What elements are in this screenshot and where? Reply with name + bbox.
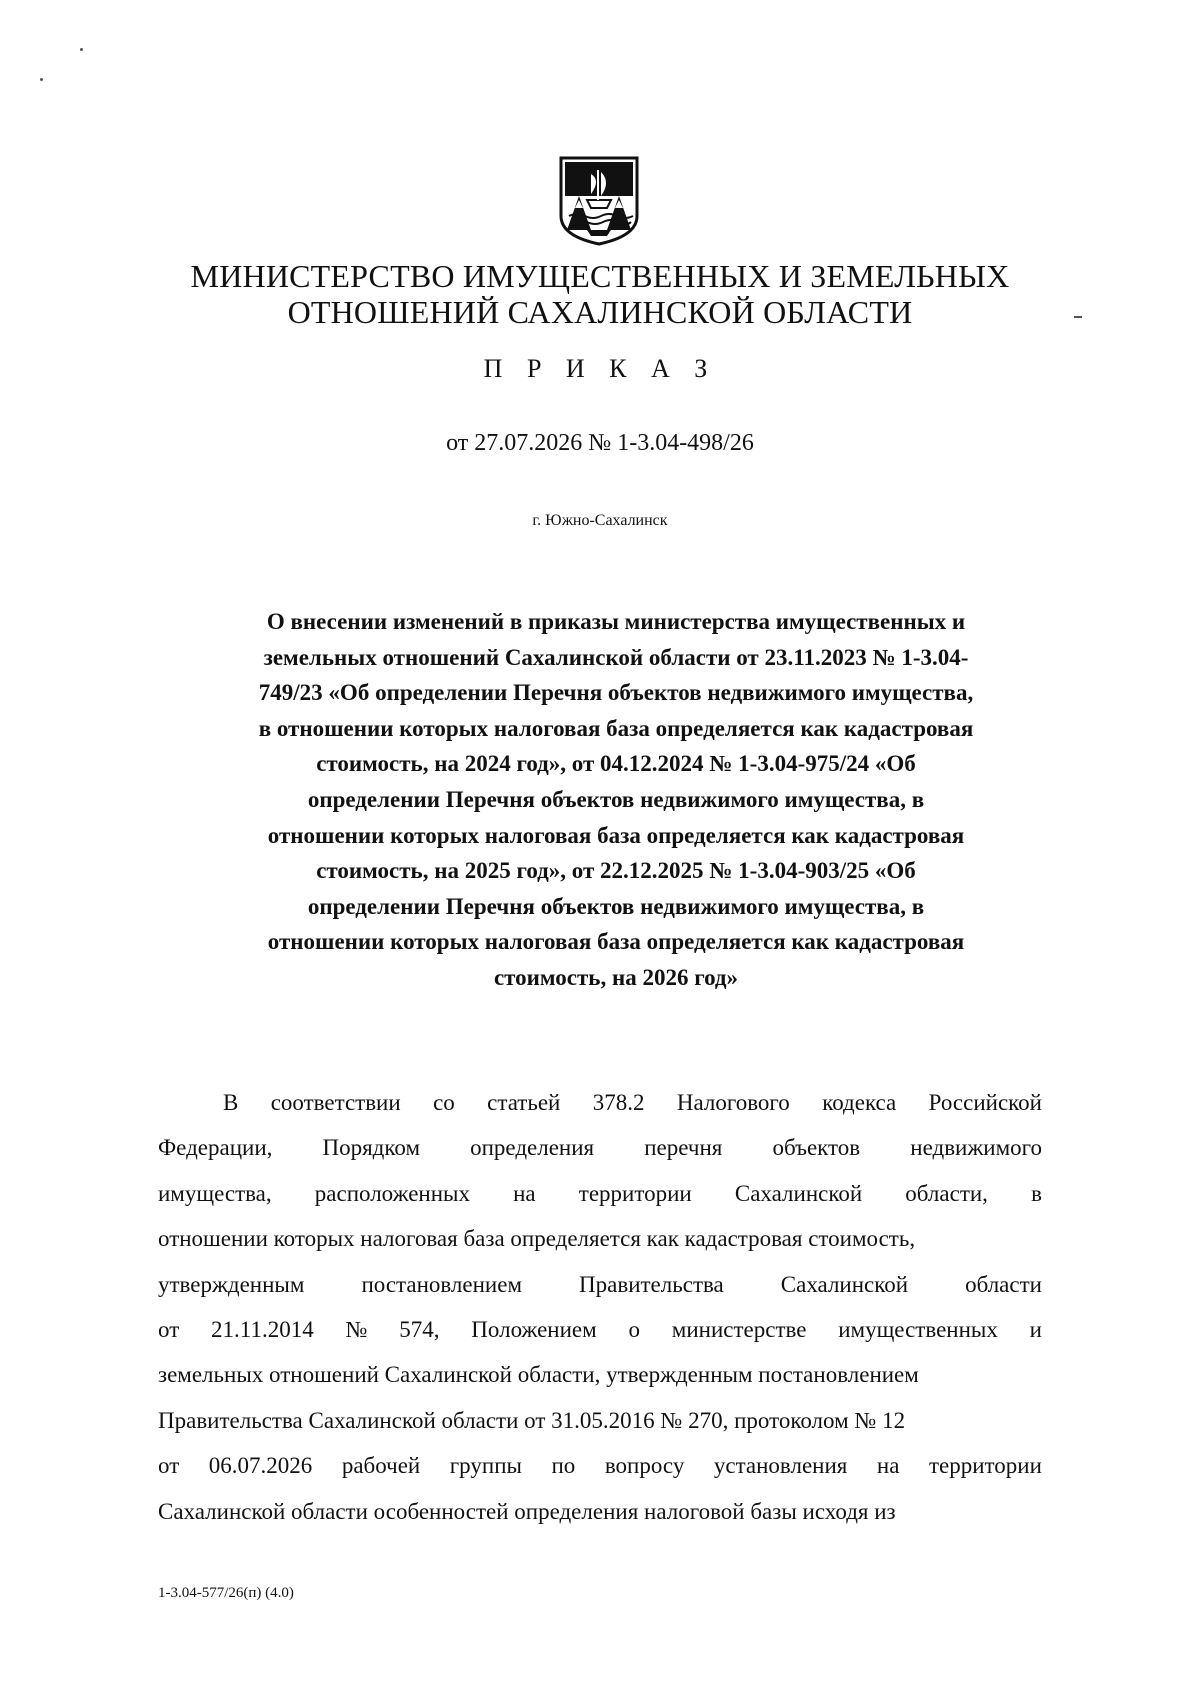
body-word: министерстве: [671, 1317, 807, 1343]
scan-speck: [1074, 316, 1082, 318]
ministry-name: [150, 258, 1050, 330]
body-word: Положением: [471, 1317, 597, 1343]
body-line: [158, 1398, 1042, 1443]
ministry-name-line2: ОТНОШЕНИЙ САХАЛИНСКОЙ ОБЛАСТИ: [287, 294, 913, 330]
body-word: Сахалинской: [780, 1271, 909, 1297]
order-date-number: от 27.07.2026 № 1-3.04-498/26: [446, 430, 754, 456]
body-word: группы: [449, 1453, 522, 1479]
body-word: недвижимого: [910, 1135, 1042, 1161]
body-line: [158, 1171, 1042, 1216]
body-line: [158, 1125, 1042, 1170]
ministry-name-line1: МИНИСТЕРСТВО ИМУЩЕСТВЕННЫХ И ЗЕМЕЛЬНЫХ: [190, 258, 1010, 294]
document-type: П Р И К А З: [483, 354, 717, 383]
body-word: Сахалинской области особенностей определения налоговой базы исходя из: [158, 1498, 896, 1524]
body-word: Федерации,: [158, 1135, 273, 1161]
body-word: 574,: [399, 1317, 440, 1343]
body-word: на: [513, 1180, 536, 1206]
subject-line: определении Перечня объектов недвижимого имущества, в: [307, 893, 925, 919]
body-word: Правительства Сахалинской области от 31.05.2016 № 270, протоколом № 12: [158, 1407, 906, 1433]
body-word: от: [158, 1317, 180, 1343]
order-body: [158, 1080, 1042, 1534]
body-line: [158, 1489, 1042, 1534]
scan-speck: [80, 48, 83, 51]
body-word: объектов: [772, 1135, 861, 1161]
body-line: [158, 1443, 1042, 1488]
body-word: имущества,: [158, 1180, 272, 1206]
body-word: определения: [470, 1135, 595, 1161]
body-word: постановлением: [361, 1271, 522, 1297]
body-word: области: [965, 1271, 1042, 1297]
sakhalin-coat-of-arms-icon: [557, 156, 641, 246]
body-word: Российской: [928, 1090, 1042, 1115]
body-word: расположенных: [314, 1180, 470, 1206]
body-word: 06.07.2026: [208, 1453, 313, 1479]
subject-line: в отношении которых налоговая база определяется как кадастровая: [258, 715, 974, 741]
body-word: и: [1029, 1317, 1042, 1343]
body-word: вопросу: [604, 1453, 685, 1479]
order-subject: [186, 604, 1046, 996]
body-word: со: [433, 1090, 455, 1115]
body-word: перечня: [644, 1135, 723, 1161]
body-word: территории: [578, 1180, 692, 1206]
body-line: [158, 1352, 1042, 1397]
body-word: о: [628, 1317, 640, 1343]
body-word: утвержденным: [158, 1271, 305, 1297]
body-word: В: [223, 1090, 239, 1115]
body-word: Порядком: [322, 1135, 420, 1161]
subject-line: стоимость, на 2025 год», от 22.12.2025 № 1-3.04-903/25 «Об: [316, 858, 916, 884]
body-word: установления: [713, 1453, 848, 1479]
body-word: соответствии: [270, 1090, 401, 1115]
subject-line: земельных отношений Сахалинской области от 23.11.2023 № 1-3.04-: [263, 644, 969, 670]
body-word: земельных отношений Сахалинской области, утвержденным постановлением: [158, 1362, 919, 1388]
body-word: Правительства: [579, 1271, 724, 1297]
subject-line: отношении которых налоговая база определяется как кадастровая: [267, 929, 965, 955]
body-word: статьей: [487, 1090, 561, 1115]
city: г. Южно-Сахалинск: [532, 512, 668, 529]
body-word: №: [345, 1317, 368, 1343]
body-word: на: [876, 1453, 900, 1479]
body-word: рабочей: [341, 1453, 421, 1479]
scan-speck: [40, 78, 43, 81]
body-word: 378.2: [592, 1090, 645, 1115]
body-word: в: [1031, 1180, 1042, 1206]
body-word: отношении которых налоговая база определяется как кадастровая стоимость,: [158, 1226, 916, 1252]
body-word: Налогового: [676, 1090, 790, 1115]
body-word: территории: [928, 1453, 1042, 1479]
body-word: от: [158, 1453, 180, 1479]
subject-line: определении Перечня объектов недвижимого имущества, в: [307, 786, 925, 812]
body-line: [158, 1307, 1042, 1352]
subject-line: О внесении изменений в приказы министерства имущественных и: [266, 609, 966, 634]
body-word: имущественных: [838, 1317, 998, 1343]
document-code: 1-3.04-577/26(п) (4.0): [158, 1585, 294, 1601]
subject-line: 749/23 «Об определении Перечня объектов недвижимого имущества,: [258, 680, 974, 706]
body-word: 21.11.2014: [211, 1317, 314, 1343]
body-word: кодекса: [822, 1090, 897, 1115]
body-line: [158, 1262, 1042, 1307]
body-word: по: [551, 1453, 576, 1479]
body-line: [158, 1080, 1042, 1125]
subject-line: отношении которых налоговая база определяется как кадастровая: [267, 822, 965, 848]
body-line: [158, 1216, 1042, 1261]
subject-line: стоимость, на 2024 год», от 04.12.2024 № 1-3.04-975/24 «Об: [316, 751, 916, 777]
body-word: области,: [905, 1180, 988, 1206]
subject-line: стоимость, на 2026 год»: [493, 964, 739, 990]
body-word: Сахалинской: [734, 1180, 863, 1206]
